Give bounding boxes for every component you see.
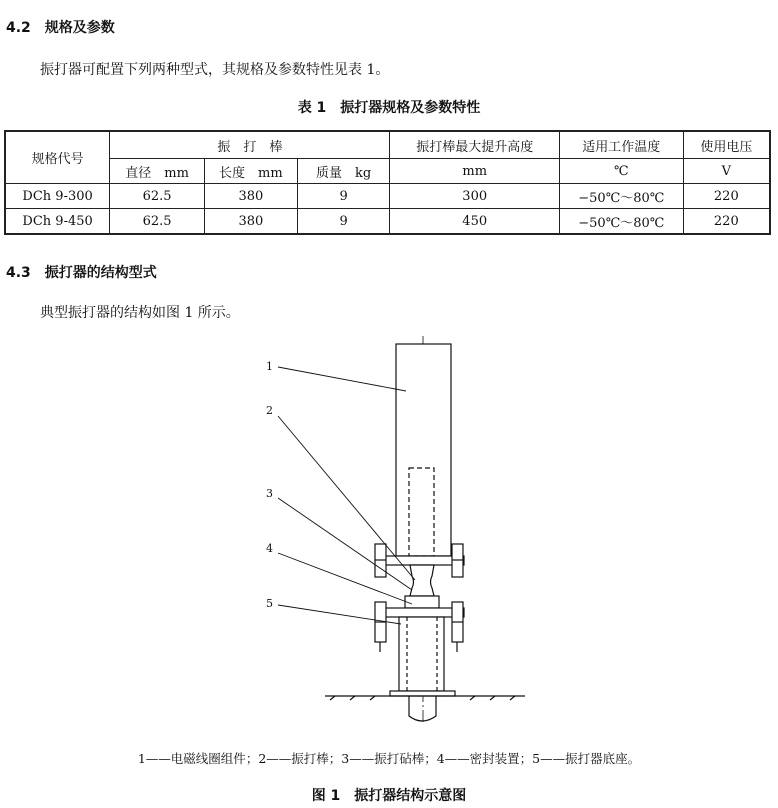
cell-length: 380	[204, 184, 297, 209]
header-length: 长度 mm	[204, 159, 297, 184]
cell-lift: 450	[390, 209, 559, 235]
cell-mass: 9	[297, 184, 390, 209]
header-voltage: 使用电压	[683, 131, 770, 159]
section-4-3-title: 4.3 振打器的结构型式	[6, 265, 157, 281]
header-temp: 适用工作温度	[559, 131, 683, 159]
cell-code: DCh 9-450	[5, 209, 110, 235]
header-mass: 质量 kg	[297, 159, 390, 184]
label-1: 1	[266, 360, 273, 373]
spec-table	[4, 130, 771, 235]
header-temp-unit: ℃	[559, 159, 683, 184]
cell-voltage: 220	[683, 184, 770, 209]
cell-temp: −50℃～80℃	[559, 184, 683, 209]
label-2: 2	[266, 404, 273, 417]
label-4: 4	[266, 542, 273, 555]
figure-1-diagram	[0, 330, 778, 740]
header-lift-unit: mm	[390, 159, 559, 184]
cell-mass: 9	[297, 209, 390, 235]
figure-1-caption: 图 1 振打器结构示意图	[311, 788, 467, 804]
cell-code: DCh 9-300	[5, 184, 110, 209]
cell-length: 380	[204, 209, 297, 235]
table-1-caption: 表 1 振打器规格及参数特性	[297, 100, 481, 116]
header-code: 规格代号	[5, 131, 110, 184]
cell-diameter: 62.5	[110, 209, 205, 235]
section-4-2-title: 4.2 规格及参数	[6, 20, 115, 36]
header-rod: 振 打 棒	[110, 131, 390, 159]
header-voltage-unit: V	[683, 159, 770, 184]
table-row	[5, 184, 770, 209]
label-3: 3	[266, 487, 273, 500]
figure-1-legend: 1——电磁线圈组件；2——振打棒；3——振打砧棒；4——密封装置；5——振打器底座。	[137, 751, 641, 766]
label-5: 5	[266, 597, 273, 610]
cell-temp: −50℃～80℃	[559, 209, 683, 235]
cell-diameter: 62.5	[110, 184, 205, 209]
cell-lift: 300	[390, 184, 559, 209]
header-diameter: 直径 mm	[110, 159, 205, 184]
table-row	[5, 209, 770, 235]
section-4-3-text: 典型振打器的结构如图 1 所示。	[40, 305, 240, 321]
section-4-2-text: 振打器可配置下列两种型式，其规格及参数特性见表 1。	[40, 62, 390, 78]
cell-voltage: 220	[683, 209, 770, 235]
header-lift: 振打棒最大提升高度	[390, 131, 559, 159]
